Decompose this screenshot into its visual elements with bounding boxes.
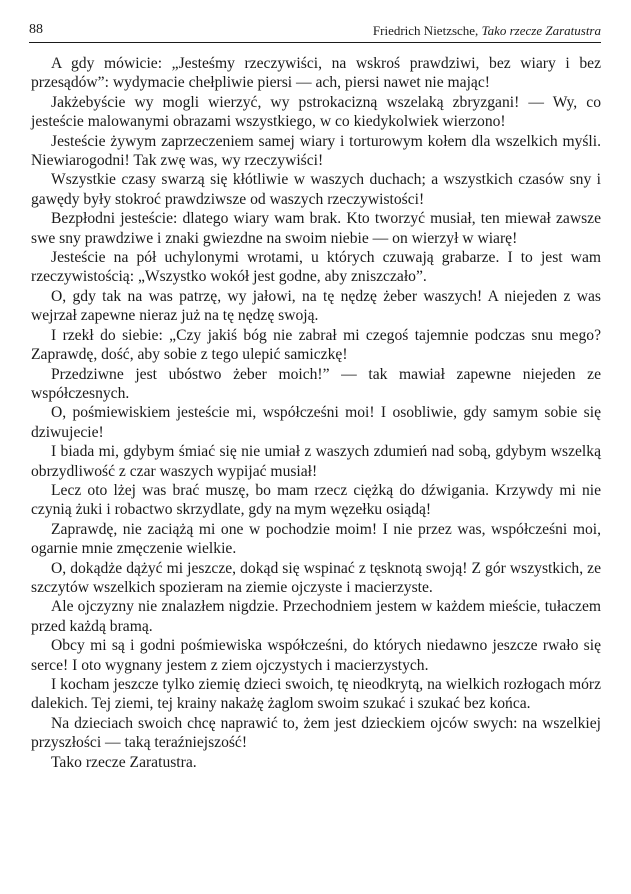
paragraph: Wszystkie czasy swarzą się kłótliwie w waszych duchach; a wszystkich czasów sny i gawędy były stokroć prawdziwsze od waszych rzeczywistości! — [31, 171, 601, 208]
paragraph: Jesteście na pół uchylonymi wrotami, u których czuwają grabarze. I to jest wam rzeczywistością: „Wszystko wokół jest godne, aby zniszczało”. — [31, 249, 601, 286]
running-head-title: Tako rzecze Zaratustra — [481, 23, 601, 38]
paragraph: I kocham jeszcze tylko ziemię dzieci swoich, tę nieodkrytą, na wielkich rozłogach mórz dalekich. Tej ziemi, tej krainy nakażę żaglom swoim szukać i szukać bez końca. — [31, 676, 601, 713]
paragraph: Zaprawdę, nie zaciążą mi one w pochodzie moim! I nie przez was, współcześni moi, ogarnie mnie zmęczenie wielkie. — [31, 520, 601, 558]
paragraph: O, gdy tak na was patrzę, wy jałowi, na tę nędzę żeber waszych! A niejeden z was wejrzał zapewne nieraz już na tę nędzę swoją. — [31, 287, 601, 325]
paragraph: A gdy mówicie: „Jesteśmy rzeczywiści, na wskroś prawdziwi, bez wiary i bez przesądów”: wydymacie chełpliwie piersi — ach, piersi nawet nie mając! — [31, 55, 601, 92]
page-number: 88 — [29, 22, 43, 37]
page-header — [29, 20, 601, 43]
paragraph: Jesteście żywym zaprzeczeniem samej wiary i torturowym kołem dla wszelkich myśli. Niewiarogodni! Tak zwę was, wy rzeczywiści! — [31, 132, 601, 170]
paragraph: Lecz oto lżej was brać muszę, bo mam rzecz ciężką do dźwigania. Krzywdy mi nie czynią żuki i robactwo skrzydlate, gdy na mym węzełku osiądą! — [31, 481, 601, 519]
paragraph: Przedziwne jest ubóstwo żeber moich!” — tak mawiał zapewne niejeden ze współczesnych. — [31, 365, 601, 402]
paragraph: O, dokądże dążyć mi jeszcze, dokąd się wspinać z tęsknotą swoją! Z gór wszystkich, ze szczytów wszelkich spozieram na ziemie ojczyste i macierzyste. — [31, 559, 601, 596]
paragraph: I rzekł do siebie: „Czy jakiś bóg nie zabrał mi czegoś tajemnie podczas snu mego? Zaprawdę, dość, aby sobie z tego ulepić samiczkę! — [31, 326, 601, 364]
page-body — [31, 54, 601, 772]
paragraph: Ale ojczyzny nie znalazłem nigdzie. Przechodniem jestem w każdem mieście, tułaczem przed każdą bramą. — [31, 598, 601, 635]
paragraph: I biada mi, gdybym śmiać się nie umiał z waszych zdumień nad sobą, gdybym wszelką obrzydliwość z czar waszych wypijać musiał! — [31, 443, 601, 480]
paragraph: Obcy mi są i godni pośmiewiska współcześni, do których niedawno jeszcze rwało się serce! I oto wygnany jestem z ziem ojczystych i macierzystych. — [31, 637, 601, 674]
running-head — [373, 23, 601, 39]
paragraph: Na dzieciach swoich chcę naprawić to, żem jest dzieckiem ojców swych: na wszelkiej przyszłości — taką teraźniejszość! — [31, 714, 601, 752]
closing-line: Tako rzecze Zaratustra. — [51, 753, 197, 771]
paragraph: Bezpłodni jesteście: dlatego wiary wam brak. Kto tworzyć musiał, ten miewał zawsze swe sny prawdziwe i znaki gwiezdne na swoim niebie — on wierzył w wiarę! — [31, 210, 601, 247]
running-head-author: Friedrich Nietzsche, — [372, 23, 479, 38]
paragraph: O, pośmiewiskiem jesteście mi, współcześni moi! I osobliwie, gdy samym sobie się dziwujecie! — [31, 404, 601, 441]
paragraph: Jakżebyście wy mogli wierzyć, wy pstrokacizną wszelaką zbryzgani! — Wy, co jesteście malowanymi obrazami wszystkiego, w co kiedykolwiek wierzono! — [31, 93, 601, 131]
